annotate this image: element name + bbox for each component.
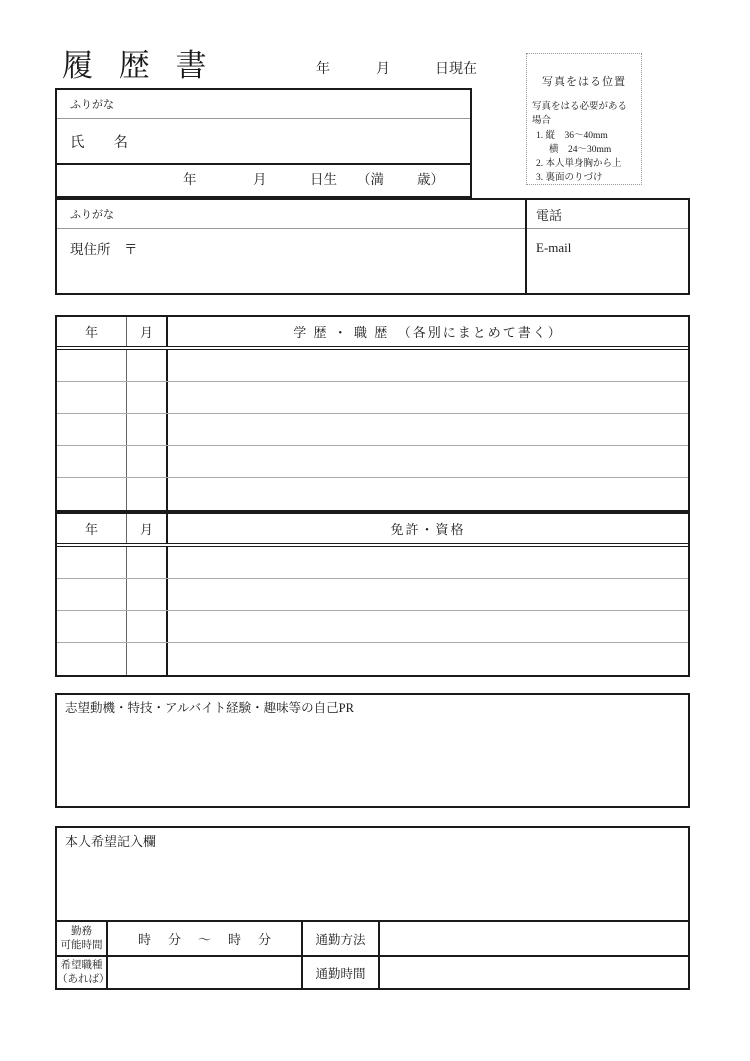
furigana-label: ふりがな bbox=[70, 99, 114, 111]
phone-label: 電話 bbox=[536, 207, 563, 223]
education-work-history-table bbox=[55, 315, 690, 512]
photo-note-item: 横 24～30mm bbox=[549, 144, 612, 155]
history-year-cell[interactable] bbox=[57, 414, 127, 445]
date-month-label: 月 bbox=[376, 62, 390, 77]
photo-instructions bbox=[527, 100, 641, 186]
license-row bbox=[57, 547, 688, 579]
date-year-label: 年 bbox=[316, 62, 330, 77]
license-month-cell[interactable] bbox=[127, 611, 168, 642]
history-entry-cell[interactable] bbox=[168, 446, 688, 477]
birthdate-field[interactable] bbox=[57, 165, 470, 196]
month-column-header: 月 bbox=[127, 317, 168, 346]
license-year-cell[interactable] bbox=[57, 611, 127, 642]
birth-day-label: 日生 bbox=[310, 172, 337, 187]
address-left-column bbox=[57, 200, 527, 293]
license-column-header: 免許・資格 bbox=[390, 522, 466, 537]
phone-field[interactable] bbox=[527, 200, 688, 229]
history-month-cell[interactable] bbox=[127, 382, 168, 413]
desired-job-row bbox=[57, 957, 688, 988]
hour-label: 時 bbox=[137, 932, 151, 947]
personal-requests-label: 本人希望記入欄 bbox=[65, 834, 157, 849]
licenses-table bbox=[55, 512, 690, 677]
license-row bbox=[57, 579, 688, 611]
history-row bbox=[57, 350, 688, 382]
license-entry-cell[interactable] bbox=[168, 547, 688, 578]
contact-column bbox=[527, 200, 688, 293]
tilde-separator: ～ bbox=[197, 932, 211, 947]
age-close-label: 歳） bbox=[417, 172, 444, 187]
commute-time-field[interactable] bbox=[380, 957, 688, 988]
address-label: 現住所 〒 bbox=[70, 242, 138, 257]
commute-time-label: 通勤時間 bbox=[303, 957, 380, 988]
year-column-header: 年 bbox=[57, 514, 127, 543]
work-hours-label bbox=[57, 922, 108, 955]
history-year-cell[interactable] bbox=[57, 382, 127, 413]
photo-heading: 写真をはる位置 bbox=[542, 76, 626, 88]
personal-requests-field[interactable] bbox=[57, 828, 688, 922]
license-entry-cell[interactable] bbox=[168, 643, 688, 675]
license-year-cell[interactable] bbox=[57, 547, 127, 578]
name-furigana-field[interactable] bbox=[57, 90, 470, 119]
history-entry-cell[interactable] bbox=[168, 382, 688, 413]
work-hours-label-line1: 勤務 bbox=[71, 925, 92, 937]
license-row bbox=[57, 611, 688, 643]
history-row bbox=[57, 414, 688, 446]
self-pr-label: 志望動機・特技・アルバイト経験・趣味等の自己PR bbox=[65, 701, 354, 715]
address-section bbox=[55, 198, 690, 295]
name-field[interactable] bbox=[57, 119, 470, 165]
license-month-cell[interactable] bbox=[127, 643, 168, 675]
history-entry-cell[interactable] bbox=[168, 350, 688, 381]
history-row bbox=[57, 446, 688, 478]
email-label: E-mail bbox=[536, 240, 572, 255]
photo-placeholder-box bbox=[526, 53, 642, 185]
license-month-cell[interactable] bbox=[127, 579, 168, 610]
name-label: 氏 名 bbox=[70, 134, 128, 151]
current-address-field[interactable] bbox=[57, 229, 525, 258]
address-furigana-field[interactable] bbox=[57, 200, 525, 229]
minute-label: 分 bbox=[258, 932, 272, 947]
license-entry-cell[interactable] bbox=[168, 579, 688, 610]
page-title: 履 歴 書 bbox=[62, 48, 216, 83]
license-year-cell[interactable] bbox=[57, 643, 127, 675]
age-open-label: （満 bbox=[357, 172, 384, 187]
photo-note-line: 写真をはる必要がある bbox=[532, 102, 628, 112]
desired-job-label-line2: （あれば） bbox=[57, 973, 110, 985]
birth-month-label: 月 bbox=[253, 172, 267, 187]
history-column-header: 学 歴 ・ 職 歴 （各別にまとめて書く） bbox=[293, 325, 563, 340]
desired-job-label bbox=[57, 957, 108, 988]
hour-label: 時 bbox=[228, 932, 242, 947]
self-pr-field[interactable] bbox=[55, 693, 690, 808]
minute-label: 分 bbox=[167, 932, 181, 947]
license-row bbox=[57, 643, 688, 675]
history-month-cell[interactable] bbox=[127, 478, 168, 510]
month-column-header: 月 bbox=[127, 514, 168, 543]
work-hours-row bbox=[57, 922, 688, 957]
history-year-cell[interactable] bbox=[57, 350, 127, 381]
photo-note-item: 3. 裏面のりづけ bbox=[536, 173, 603, 184]
desired-job-field[interactable] bbox=[108, 957, 303, 988]
birth-year-label: 年 bbox=[183, 172, 197, 187]
license-table-header bbox=[57, 514, 688, 547]
history-row bbox=[57, 382, 688, 414]
date-current-label: 日現在 bbox=[435, 62, 477, 77]
photo-note-item: 2. 本人単身胸から上 bbox=[536, 159, 622, 169]
year-column-header: 年 bbox=[57, 317, 127, 346]
history-entry-cell[interactable] bbox=[168, 414, 688, 445]
history-year-cell[interactable] bbox=[57, 446, 127, 477]
history-entry-cell[interactable] bbox=[168, 478, 688, 510]
photo-note-line: 場合 bbox=[532, 116, 552, 127]
history-month-cell[interactable] bbox=[127, 446, 168, 477]
license-entry-cell[interactable] bbox=[168, 611, 688, 642]
license-month-cell[interactable] bbox=[127, 547, 168, 578]
work-hours-label-line2: 可能時間 bbox=[60, 939, 103, 951]
license-year-cell[interactable] bbox=[57, 579, 127, 610]
photo-note-item: 1. 縦 36～40mm bbox=[536, 130, 608, 141]
history-year-cell[interactable] bbox=[57, 478, 127, 510]
name-section bbox=[55, 88, 472, 198]
commute-method-label: 通勤方法 bbox=[303, 922, 380, 955]
personal-requests-section bbox=[55, 826, 690, 990]
desired-job-label-line1: 希望職種 bbox=[60, 959, 103, 971]
email-field[interactable] bbox=[527, 229, 688, 256]
work-hours-field[interactable] bbox=[108, 922, 303, 955]
furigana-label: ふりがな bbox=[70, 209, 114, 221]
history-month-cell[interactable] bbox=[127, 350, 168, 381]
history-month-cell[interactable] bbox=[127, 414, 168, 445]
commute-method-field[interactable] bbox=[380, 922, 688, 955]
history-table-header bbox=[57, 317, 688, 350]
history-row bbox=[57, 478, 688, 510]
